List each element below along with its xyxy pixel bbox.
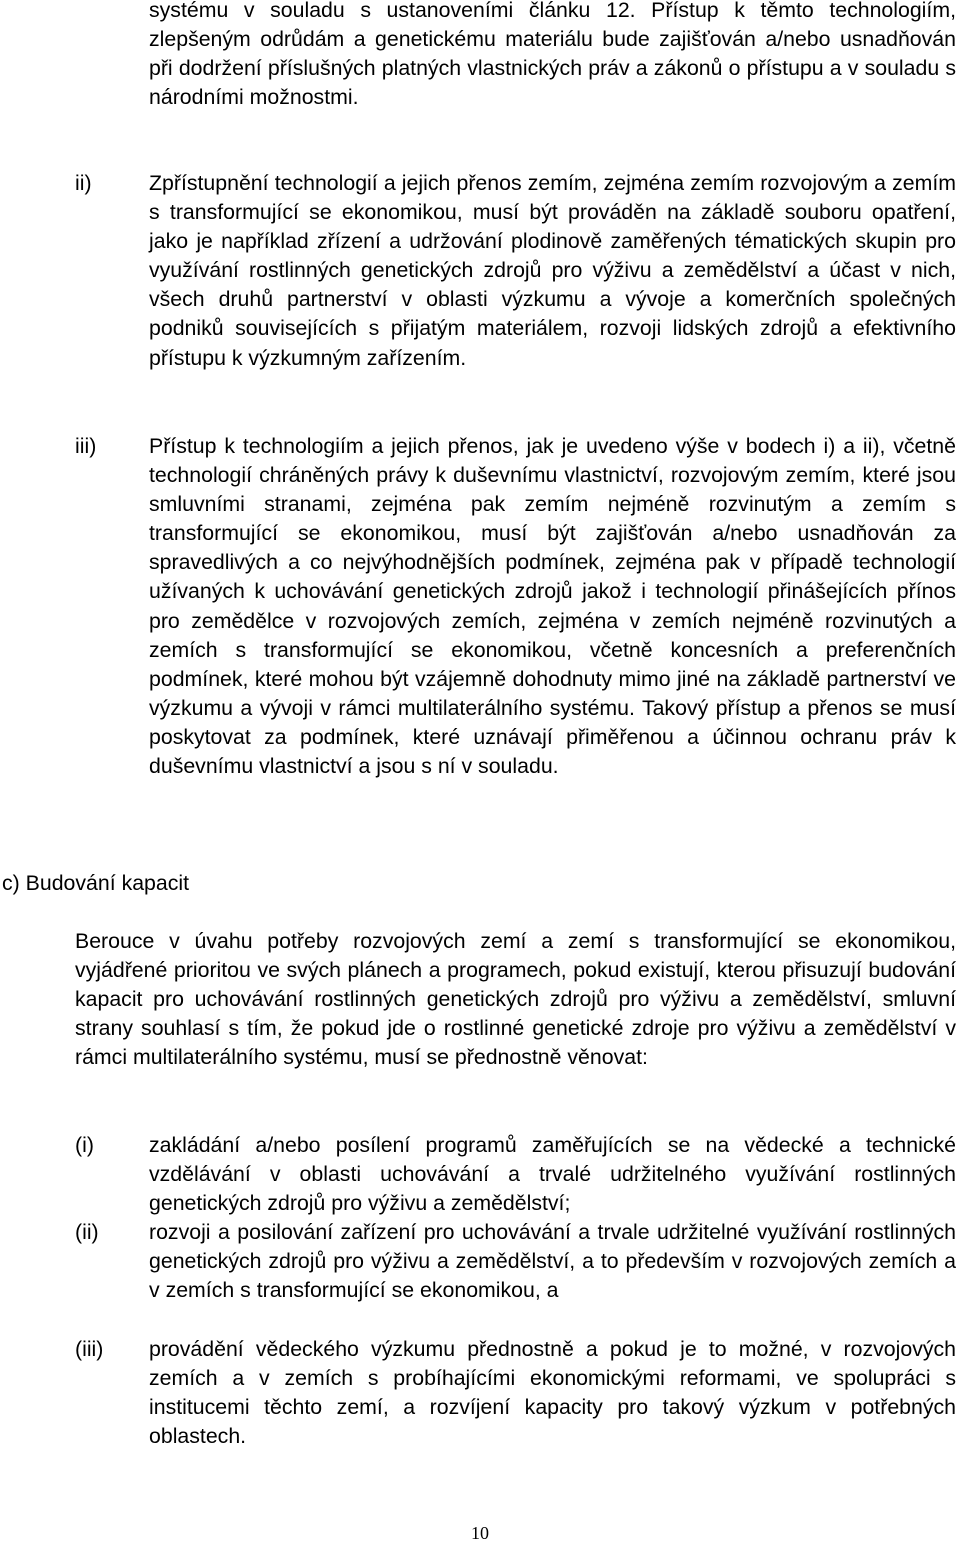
list-item-label: (iii)	[75, 1337, 104, 1361]
continuation-paragraph: systému v souladu s ustanoveními článku 12. Přístup k těmto technologiím, zlepšeným odrůdám a genetickému materiálu bude zajišťován a/nebo usnadňován při dodržení příslušných platných vlastnických práv a zákonů o přístupu a v souladu s národními možnostmi.	[149, 0, 956, 110]
list-item-label: (i)	[75, 1133, 94, 1157]
list-item-text: Zpřístupnění technologií a jejich přenos zemím, zejména zemím rozvojovým a zemím s transformující se ekonomikou, musí být prováděn na základě souboru opatření, jako je například zřízení a udržování plodinově zaměřených tématických skupin pro využívání rostlinných genetických zdrojů pro výživu a zemědělství a účast v nich, všech druhů partnerství v oblasti výzkumu a vývoje a komerčních společných podniků souvisejících s přijatým materiálem, rozvoji lidských zdrojů a efektivního přístupu k výzkumným zařízením.	[149, 171, 956, 370]
section-intro-paragraph: Berouce v úvahu potřeby rozvojových zemí a zemí s transformující se ekonomikou, vyjádřené prioritou ve svých plánech a programech, pokud existují, kterou přisuzují budování kapacit pro uchovávání rostlinných genetických zdrojů pro výživu a zemědělství, smluvní strany souhlasí s tím, že pokud jde o rostlinné genetické zdroje pro výživu a zemědělství v rámci multilaterálního systému, musí se přednostně věnovat:	[75, 929, 956, 1070]
list-item-label: (ii)	[75, 1220, 99, 1244]
list-item-text: zakládání a/nebo posílení programů zaměřujících se na vědecké a technické vzdělávání v oblasti uchovávání a trvalé udržitelného využívání rostlinných genetických zdrojů pro výživu a zemědělství;	[149, 1133, 956, 1216]
list-item-label: iii)	[75, 434, 97, 458]
list-item-text: rozvoji a posilování zařízení pro uchovávání a trvale udržitelné využívání rostlinných genetických zdrojů pro výživu a zemědělství, a to především v rozvojových zemích a v zemích s transformující se ekonomikou, a	[149, 1220, 956, 1303]
page-number: 10	[471, 1523, 489, 1543]
section-heading: c) Budování kapacit	[2, 871, 190, 895]
list-item-text: Přístup k technologiím a jejich přenos, jak je uvedeno výše v bodech i) a ii), včetně technologií chráněných právy k duševnímu vlastnictví, rozvojovým zemím, které jsou smluvními stranami, zejména pak zemím nejméně rozvinutým a zemím s transformující se ekonomikou, musí být zajišťován a/nebo usnadňován za spravedlivých a co nejvýhodnějších podmínek, zejména pak v případě technologií užívaných k uchovávání genetických zdrojů jakož i technologií přinášejících přínos pro zemědělce v rozvojových zemích, zejména v zemích nejméně rozvinutých a zemích s transformující se ekonomikou, včetně koncesních a preferenčních podmínek, které mohou být vzájemně dohodnuty mimo jiné na základě partnerství ve výzkumu a vývoji v rámci multilaterálního systému. Takový přístup a přenos se musí poskytovat za podmínek, které uznávají přiměřenou a účinnou ochranu práv k duševnímu vlastnictví a jsou s ní v souladu.	[149, 434, 956, 779]
list-item-text: provádění vědeckého výzkumu přednostně a pokud je to možné, v rozvojových zemích a v zemích s probíhajícími ekonomickými reformami, ve spolupráci s institucemi těchto zemí, a rozvíjení kapacity pro takový výzkum v potřebných oblastech.	[149, 1337, 956, 1449]
list-item-label: ii)	[75, 171, 92, 195]
